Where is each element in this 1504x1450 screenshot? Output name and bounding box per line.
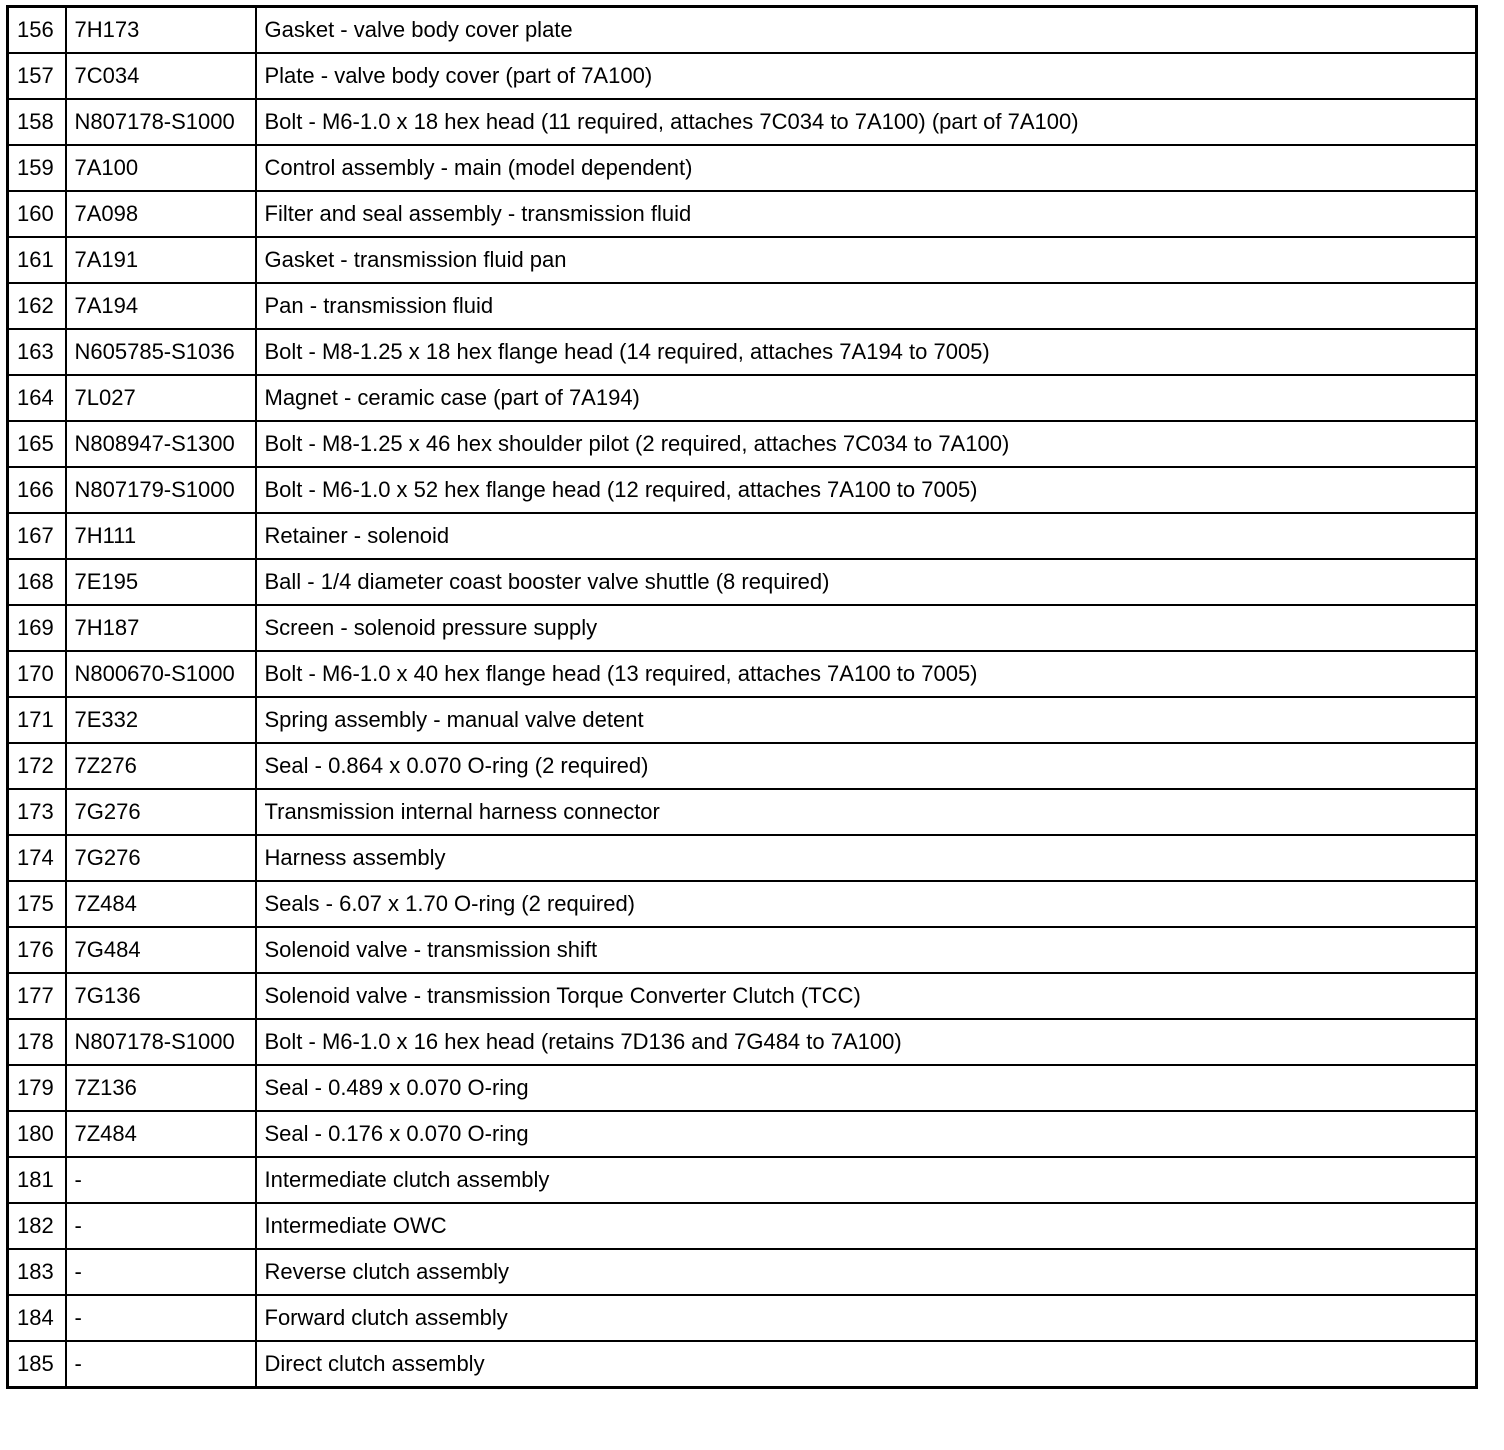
part-description: Intermediate clutch assembly — [256, 1157, 1477, 1203]
part-number: 7L027 — [66, 375, 256, 421]
part-number: 7Z136 — [66, 1065, 256, 1111]
item-number: 157 — [8, 53, 66, 99]
part-number: 7Z484 — [66, 1111, 256, 1157]
part-description: Spring assembly - manual valve detent — [256, 697, 1477, 743]
table-row — [8, 375, 1477, 421]
table-row — [8, 1341, 1477, 1388]
item-number: 180 — [8, 1111, 66, 1157]
part-number: N605785-S1036 — [66, 329, 256, 375]
part-description: Gasket - transmission fluid pan — [256, 237, 1477, 283]
part-number: 7G136 — [66, 973, 256, 1019]
table-row — [8, 1157, 1477, 1203]
item-number: 172 — [8, 743, 66, 789]
table-row — [8, 237, 1477, 283]
part-number: - — [66, 1203, 256, 1249]
item-number: 183 — [8, 1249, 66, 1295]
item-number: 181 — [8, 1157, 66, 1203]
table-row — [8, 467, 1477, 513]
table-row — [8, 835, 1477, 881]
table-row — [8, 513, 1477, 559]
parts-table — [6, 5, 1478, 1389]
part-description: Bolt - M6-1.0 x 16 hex head (retains 7D136 and 7G484 to 7A100) — [256, 1019, 1477, 1065]
table-row — [8, 145, 1477, 191]
table-row — [8, 1203, 1477, 1249]
part-description: Transmission internal harness connector — [256, 789, 1477, 835]
table-row — [8, 1295, 1477, 1341]
table-row — [8, 927, 1477, 973]
part-description: Bolt - M8-1.25 x 46 hex shoulder pilot (2 required, attaches 7C034 to 7A100) — [256, 421, 1477, 467]
item-number: 160 — [8, 191, 66, 237]
part-number: 7G484 — [66, 927, 256, 973]
item-number: 185 — [8, 1341, 66, 1388]
table-row — [8, 7, 1477, 54]
item-number: 166 — [8, 467, 66, 513]
part-number: 7A194 — [66, 283, 256, 329]
table-row — [8, 605, 1477, 651]
part-description: Pan - transmission fluid — [256, 283, 1477, 329]
part-number: 7G276 — [66, 789, 256, 835]
part-number: 7E332 — [66, 697, 256, 743]
table-row — [8, 283, 1477, 329]
parts-table-body — [8, 7, 1477, 1388]
part-description: Bolt - M6-1.0 x 52 hex flange head (12 required, attaches 7A100 to 7005) — [256, 467, 1477, 513]
item-number: 184 — [8, 1295, 66, 1341]
part-description: Seal - 0.489 x 0.070 O-ring — [256, 1065, 1477, 1111]
table-row — [8, 99, 1477, 145]
part-description: Reverse clutch assembly — [256, 1249, 1477, 1295]
part-number: 7C034 — [66, 53, 256, 99]
table-row — [8, 329, 1477, 375]
item-number: 167 — [8, 513, 66, 559]
item-number: 171 — [8, 697, 66, 743]
table-row — [8, 973, 1477, 1019]
part-number: - — [66, 1249, 256, 1295]
table-row — [8, 697, 1477, 743]
item-number: 175 — [8, 881, 66, 927]
item-number: 156 — [8, 7, 66, 54]
part-description: Seal - 0.176 x 0.070 O-ring — [256, 1111, 1477, 1157]
part-description: Bolt - M6-1.0 x 18 hex head (11 required, attaches 7C034 to 7A100) (part of 7A100) — [256, 99, 1477, 145]
part-number: 7H187 — [66, 605, 256, 651]
part-description: Seals - 6.07 x 1.70 O-ring (2 required) — [256, 881, 1477, 927]
table-row — [8, 651, 1477, 697]
part-number: 7H111 — [66, 513, 256, 559]
part-number: - — [66, 1341, 256, 1388]
part-number: N800670-S1000 — [66, 651, 256, 697]
part-description: Forward clutch assembly — [256, 1295, 1477, 1341]
item-number: 168 — [8, 559, 66, 605]
part-description: Screen - solenoid pressure supply — [256, 605, 1477, 651]
item-number: 165 — [8, 421, 66, 467]
item-number: 176 — [8, 927, 66, 973]
table-row — [8, 421, 1477, 467]
part-description: Bolt - M8-1.25 x 18 hex flange head (14 required, attaches 7A194 to 7005) — [256, 329, 1477, 375]
item-number: 178 — [8, 1019, 66, 1065]
table-row — [8, 1019, 1477, 1065]
part-number: 7H173 — [66, 7, 256, 54]
table-row — [8, 1065, 1477, 1111]
item-number: 173 — [8, 789, 66, 835]
part-description: Bolt - M6-1.0 x 40 hex flange head (13 required, attaches 7A100 to 7005) — [256, 651, 1477, 697]
part-description: Intermediate OWC — [256, 1203, 1477, 1249]
part-number: - — [66, 1157, 256, 1203]
item-number: 170 — [8, 651, 66, 697]
table-row — [8, 1111, 1477, 1157]
table-row — [8, 881, 1477, 927]
part-number: N808947-S1300 — [66, 421, 256, 467]
table-row — [8, 559, 1477, 605]
part-description: Solenoid valve - transmission shift — [256, 927, 1477, 973]
part-description: Solenoid valve - transmission Torque Converter Clutch (TCC) — [256, 973, 1477, 1019]
item-number: 179 — [8, 1065, 66, 1111]
item-number: 162 — [8, 283, 66, 329]
part-description: Plate - valve body cover (part of 7A100) — [256, 53, 1477, 99]
part-number: 7Z276 — [66, 743, 256, 789]
part-description: Filter and seal assembly - transmission fluid — [256, 191, 1477, 237]
part-number: N807178-S1000 — [66, 99, 256, 145]
part-description: Retainer - solenoid — [256, 513, 1477, 559]
part-description: Direct clutch assembly — [256, 1341, 1477, 1388]
table-row — [8, 53, 1477, 99]
part-number: 7A098 — [66, 191, 256, 237]
table-row — [8, 743, 1477, 789]
part-number: - — [66, 1295, 256, 1341]
item-number: 169 — [8, 605, 66, 651]
part-description: Ball - 1/4 diameter coast booster valve shuttle (8 required) — [256, 559, 1477, 605]
part-description: Harness assembly — [256, 835, 1477, 881]
item-number: 159 — [8, 145, 66, 191]
item-number: 161 — [8, 237, 66, 283]
part-description: Seal - 0.864 x 0.070 O-ring (2 required) — [256, 743, 1477, 789]
part-number: 7E195 — [66, 559, 256, 605]
item-number: 182 — [8, 1203, 66, 1249]
part-number: 7A100 — [66, 145, 256, 191]
part-number: N807178-S1000 — [66, 1019, 256, 1065]
part-number: 7A191 — [66, 237, 256, 283]
item-number: 163 — [8, 329, 66, 375]
item-number: 164 — [8, 375, 66, 421]
table-row — [8, 1249, 1477, 1295]
part-description: Magnet - ceramic case (part of 7A194) — [256, 375, 1477, 421]
table-row — [8, 789, 1477, 835]
table-row — [8, 191, 1477, 237]
item-number: 177 — [8, 973, 66, 1019]
part-number: 7G276 — [66, 835, 256, 881]
part-number: N807179-S1000 — [66, 467, 256, 513]
item-number: 174 — [8, 835, 66, 881]
part-number: 7Z484 — [66, 881, 256, 927]
part-description: Gasket - valve body cover plate — [256, 7, 1477, 54]
item-number: 158 — [8, 99, 66, 145]
part-description: Control assembly - main (model dependent) — [256, 145, 1477, 191]
